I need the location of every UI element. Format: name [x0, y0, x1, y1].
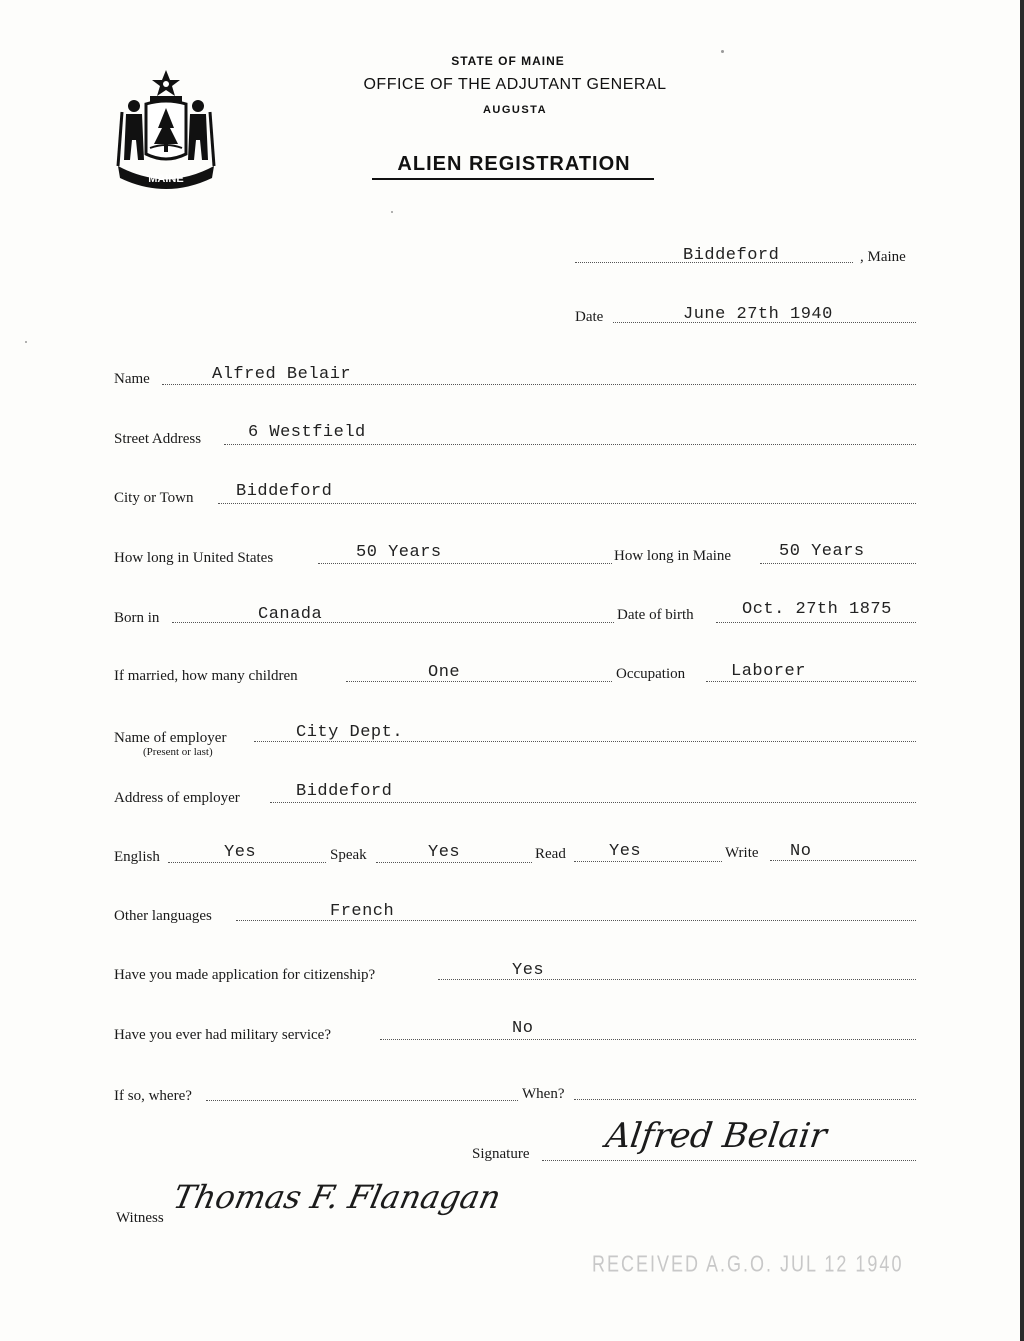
- employer-label: Name of employer: [114, 730, 227, 746]
- date-label: Date: [575, 309, 604, 325]
- header-office: OFFICE OF THE ADJUTANT GENERAL: [363, 76, 667, 93]
- location-value: Biddeford: [683, 246, 780, 265]
- title-underline: [372, 178, 654, 180]
- other-languages-label: Other languages: [114, 908, 212, 924]
- form-title: ALIEN REGISTRATION: [397, 153, 631, 175]
- read-value: Yes: [609, 842, 642, 861]
- children-label: If married, how many children: [114, 668, 298, 684]
- born-line: [172, 622, 614, 623]
- english-line: [168, 862, 326, 863]
- children-value: One: [428, 663, 461, 682]
- when-label: When?: [522, 1086, 565, 1102]
- english-label: English: [114, 849, 160, 865]
- maine-years-value: 50 Years: [779, 542, 865, 561]
- speak-line: [376, 862, 532, 863]
- children-line: [346, 681, 612, 682]
- employer-address-line: [270, 802, 916, 803]
- name-value: Alfred Belair: [212, 365, 352, 384]
- when-line: [574, 1099, 916, 1100]
- city-label: City or Town: [114, 490, 194, 506]
- header-state: STATE OF MAINE: [451, 54, 565, 68]
- applicant-signature: Alfred Belair: [603, 1116, 830, 1156]
- born-value: Canada: [258, 605, 323, 624]
- military-value: No: [512, 1019, 534, 1038]
- where-label: If so, where?: [114, 1088, 192, 1104]
- dob-line: [716, 622, 916, 623]
- maine-years-line: [760, 563, 916, 564]
- us-years-label: How long in United States: [114, 550, 274, 566]
- header-city: AUGUSTA: [482, 104, 548, 116]
- employer-sublabel: (Present or last): [143, 746, 213, 758]
- paper-speck: [391, 211, 393, 213]
- street-line: [224, 444, 916, 445]
- city-value: Biddeford: [236, 482, 333, 501]
- english-value: Yes: [224, 843, 257, 862]
- where-line: [206, 1100, 518, 1101]
- witness-label: Witness: [116, 1210, 164, 1226]
- location-suffix: , Maine: [860, 249, 906, 265]
- us-years-line: [318, 563, 612, 564]
- speak-value: Yes: [428, 843, 461, 862]
- street-label: Street Address: [114, 431, 202, 447]
- page-edge: [1020, 0, 1024, 1341]
- speak-label: Speak: [330, 847, 367, 863]
- citizenship-line: [438, 979, 916, 980]
- military-label: Have you ever had military service?: [114, 1027, 331, 1043]
- dob-label: Date of birth: [617, 607, 694, 623]
- name-line: [162, 384, 916, 385]
- employer-value: City Dept.: [296, 723, 404, 742]
- occupation-label: Occupation: [616, 666, 686, 682]
- occupation-value: Laborer: [731, 662, 806, 681]
- date-value: June 27th 1940: [683, 305, 833, 324]
- svg-text:MAINE: MAINE: [148, 173, 184, 185]
- write-label: Write: [725, 845, 759, 861]
- city-line: [218, 503, 916, 504]
- write-value: No: [790, 842, 812, 861]
- military-line: [380, 1039, 916, 1040]
- employer-address-label: Address of employer: [114, 790, 240, 806]
- signature-line: [542, 1160, 916, 1161]
- read-label: Read: [535, 846, 566, 862]
- other-languages-value: French: [330, 902, 395, 921]
- maine-years-label: How long in Maine: [614, 548, 732, 564]
- dob-value: Oct. 27th 1875: [742, 600, 892, 619]
- paper-speck: [721, 50, 724, 53]
- citizenship-value: Yes: [512, 961, 545, 980]
- employer-address-value: Biddeford: [296, 782, 393, 801]
- us-years-value: 50 Years: [356, 543, 442, 562]
- occupation-line: [706, 681, 916, 682]
- received-stamp: RECEIVED A.G.O. JUL 12 1940: [592, 1250, 904, 1277]
- witness-signature: Thomas F. Flanagan: [169, 1178, 505, 1216]
- signature-label: Signature: [472, 1146, 530, 1162]
- citizenship-label: Have you made application for citizenship?: [114, 967, 376, 983]
- name-label: Name: [114, 371, 150, 387]
- read-line: [574, 861, 722, 862]
- born-label: Born in: [114, 610, 160, 626]
- street-value: 6 Westfield: [248, 423, 366, 442]
- paper-speck: [25, 341, 27, 343]
